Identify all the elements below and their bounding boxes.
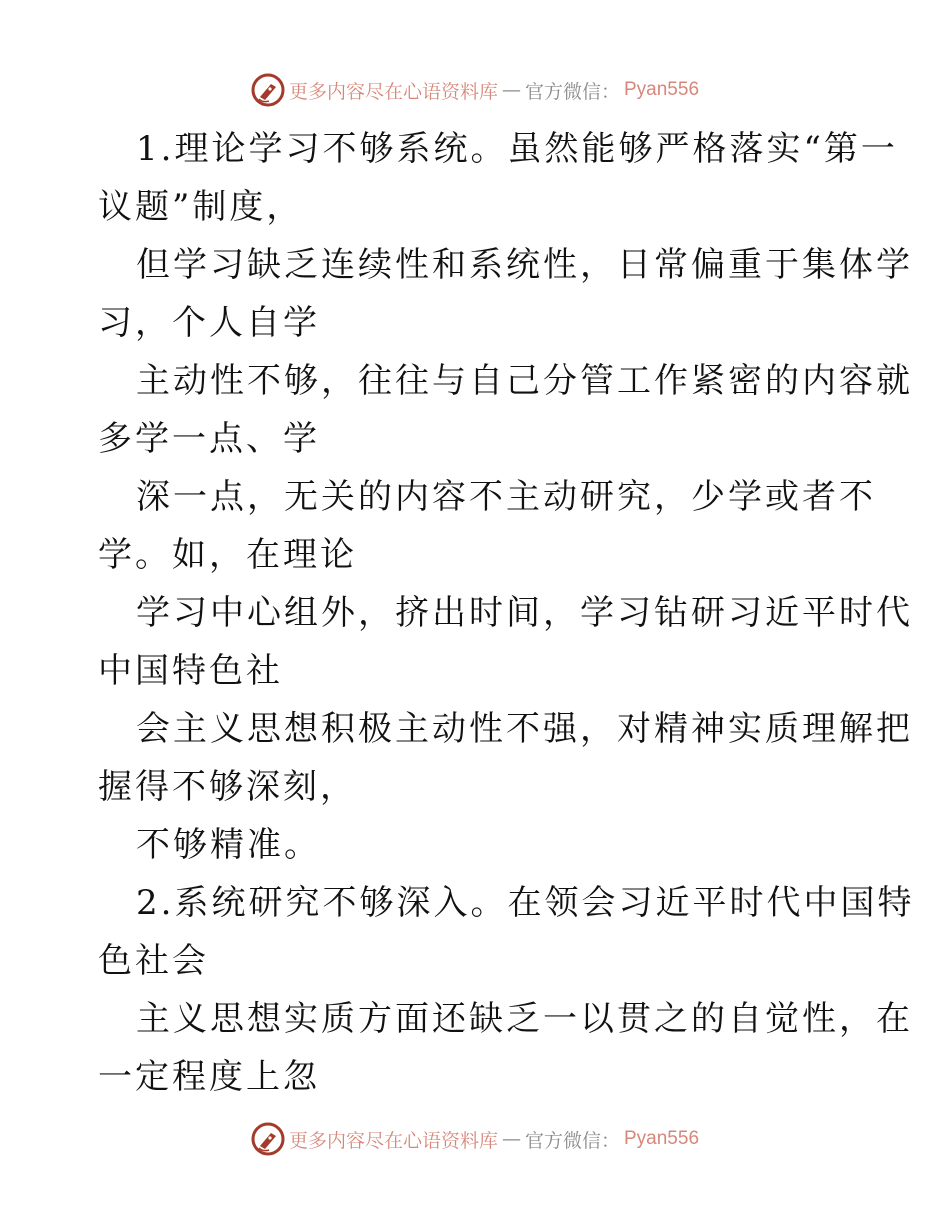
text-line: 2.系统研究不够深入。在领会习近平时代中国特 (136, 883, 915, 923)
watermark-official-label: 官方微信： (524, 1129, 620, 1152)
text-line: 但学习缺乏连续性和系统性，日常偏重于集体学 (136, 245, 913, 285)
watermark-official-label: 官方微信： (524, 80, 620, 103)
pen-nib-logo-icon (251, 1122, 285, 1156)
text-line: 握得不够深刻， (98, 767, 357, 807)
text-line: 色社会 (98, 941, 209, 981)
text-line: 深一点，无关的内容不主动研究，少学或者不 (136, 477, 876, 517)
document-body (98, 120, 915, 1106)
text-line: 主义思想实质方面还缺乏一以贯之的自觉性，在 (136, 999, 913, 1039)
header-watermark (0, 70, 950, 110)
text-line: 多学一点、学 (98, 419, 320, 459)
text-line: 中国特色社 (98, 651, 283, 691)
text-line: 1.理论学习不够系统。虽然能够严格落实“第一 (136, 129, 898, 169)
text-line: 学习中心组外，挤出时间，学习钻研习近平时代 (136, 593, 913, 633)
text-line: 一定程度上忽 (98, 1057, 320, 1097)
watermark-separator: — (501, 1128, 521, 1150)
watermark-brand-text: 更多内容尽在心语资料库 (288, 80, 498, 103)
text-line: 议题”制度， (98, 187, 304, 227)
footer-watermark (0, 1119, 950, 1159)
watermark-separator: — (501, 79, 521, 101)
pen-nib-logo-icon (251, 73, 285, 107)
text-line: 会主义思想积极主动性不强，对精神实质理解把 (136, 709, 913, 749)
watermark-wechat-id: Pyan556 (624, 1128, 700, 1149)
text-line: 习，个人自学 (98, 303, 320, 343)
text-line: 不够精准。 (136, 825, 321, 865)
watermark-brand-text: 更多内容尽在心语资料库 (288, 1129, 498, 1152)
watermark-wechat-id: Pyan556 (624, 79, 700, 100)
text-line: 学。如，在理论 (98, 535, 357, 575)
text-line: 主动性不够，往往与自己分管工作紧密的内容就 (136, 361, 913, 401)
